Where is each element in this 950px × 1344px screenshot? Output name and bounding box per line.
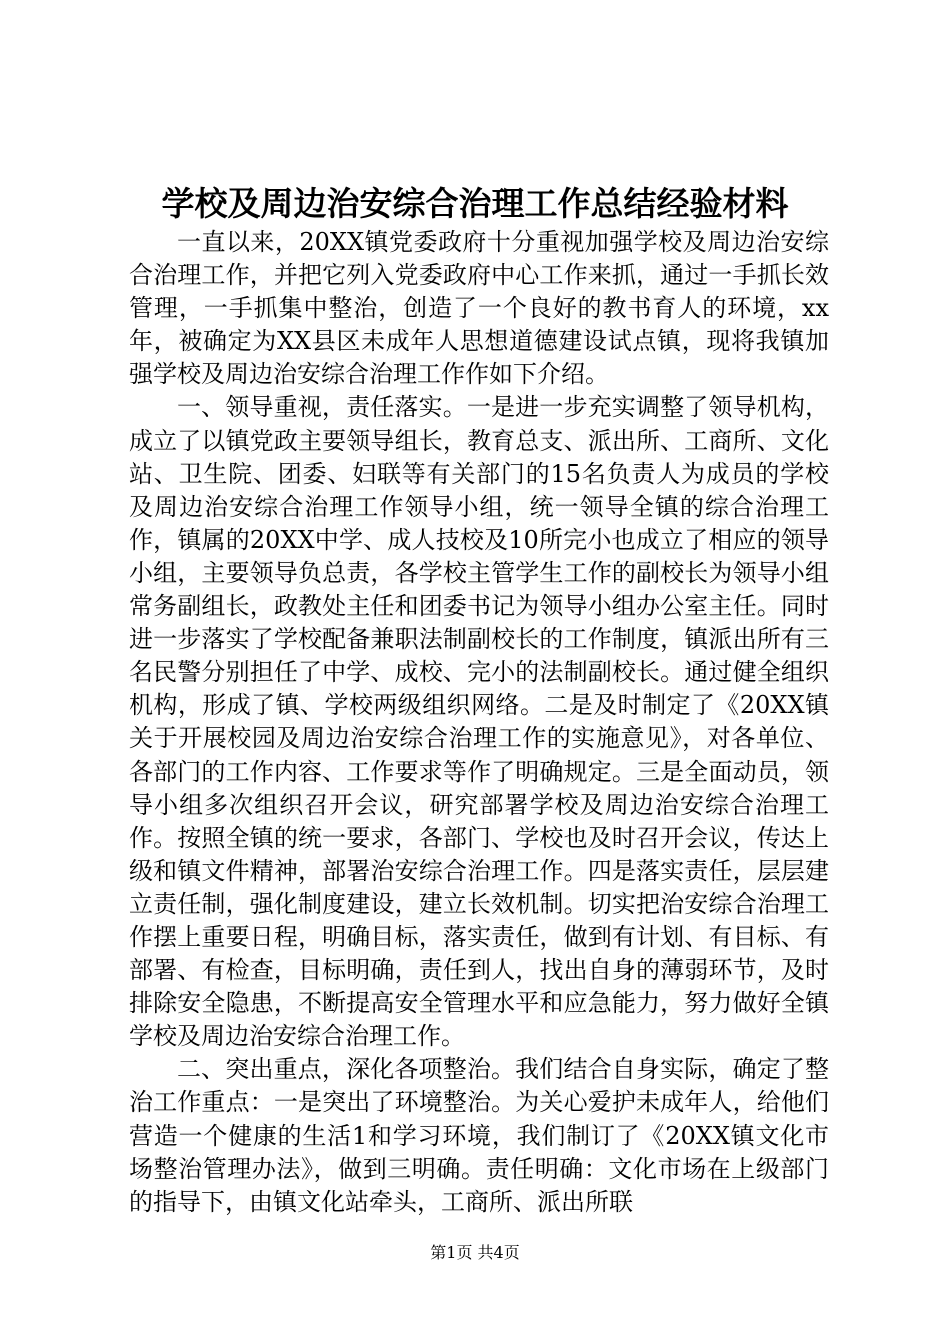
paragraph-intro: 一直以来，20XX镇党委政府十分重视加强学校及周边治安综合治理工作，并把它列入党委政府中心工作来抓，通过一手抓长效管理，一手抓集中整治，创造了一个良好的教书育人的环境，xx年，被确定为XX县区未成年人思想道德建设试点镇，现将我镇加强学校及周边治安综合治理工作作如下介绍。 — [129, 228, 829, 389]
page-footer: 第1页 共4页 — [430, 1243, 520, 1262]
paragraph-section-1: 一、领导重视，责任落实。一是进一步充实调整了领导机构，成立了以镇党政主要领导组长，教育总支、派出所、工商所、文化站、卫生院、团委、妇联等有关部门的15名负责人为成员的学校及周边治安综合治理工作领导小组，统一领导全镇的综合治理工作，镇属的20XX中学、成人技校及10所完小也成立了相应的领导小组，主要领导负总责，各学校主管学生工作的副校长为领导小组常务副组长，政教处主任和团委书记为领导小组办公室主任。同时进一步落实了学校配备兼职法制副校长的工作制度，镇派出所有三名民警分别担任了中学、成校、完小的法制副校长。通过健全组织机构，形成了镇、学校两级组织网络。二是及时制定了《20XX镇关于开展校园及周边治安综合治理工作的实施意见》，对各单位、各部门的工作内容、工作要求等作了明确规定。三是全面动员，领导小组多次组织召开会议，研究部署学校及周边治安综合治理工作。按照全镇的统一要求，各部门、学校也及时召开会议，传达上级和镇文件精神，部署治安综合治理工作。四是落实责任，层层建立责任制，强化制度建设，建立长效机制。切实把治安综合治理工作摆上重要日程，明确目标，落实责任，做到有计划、有目标、有部署、有检查，目标明确，责任到人，找出自身的薄弱环节，及时排除安全隐患，不断提高安全管理水平和应急能力，努力做好全镇学校及周边治安综合治理工作。 — [129, 393, 829, 1051]
document-title: 学校及周边治安综合治理工作总结经验材料 — [161, 184, 789, 223]
paragraph-section-2: 二、突出重点，深化各项整治。我们结合自身实际，确定了整治工作重点：一是突出了环境整治。为关心爱护未成年人，给他们营造一个健康的生活1和学习环境，我们制订了《20XX镇文化市场整治管理办法》，做到三明确。责任明确：文化市场在上级部门的指导下，由镇文化站牵头，工商所、派出所联 — [129, 1055, 829, 1216]
document-body — [129, 226, 829, 1219]
